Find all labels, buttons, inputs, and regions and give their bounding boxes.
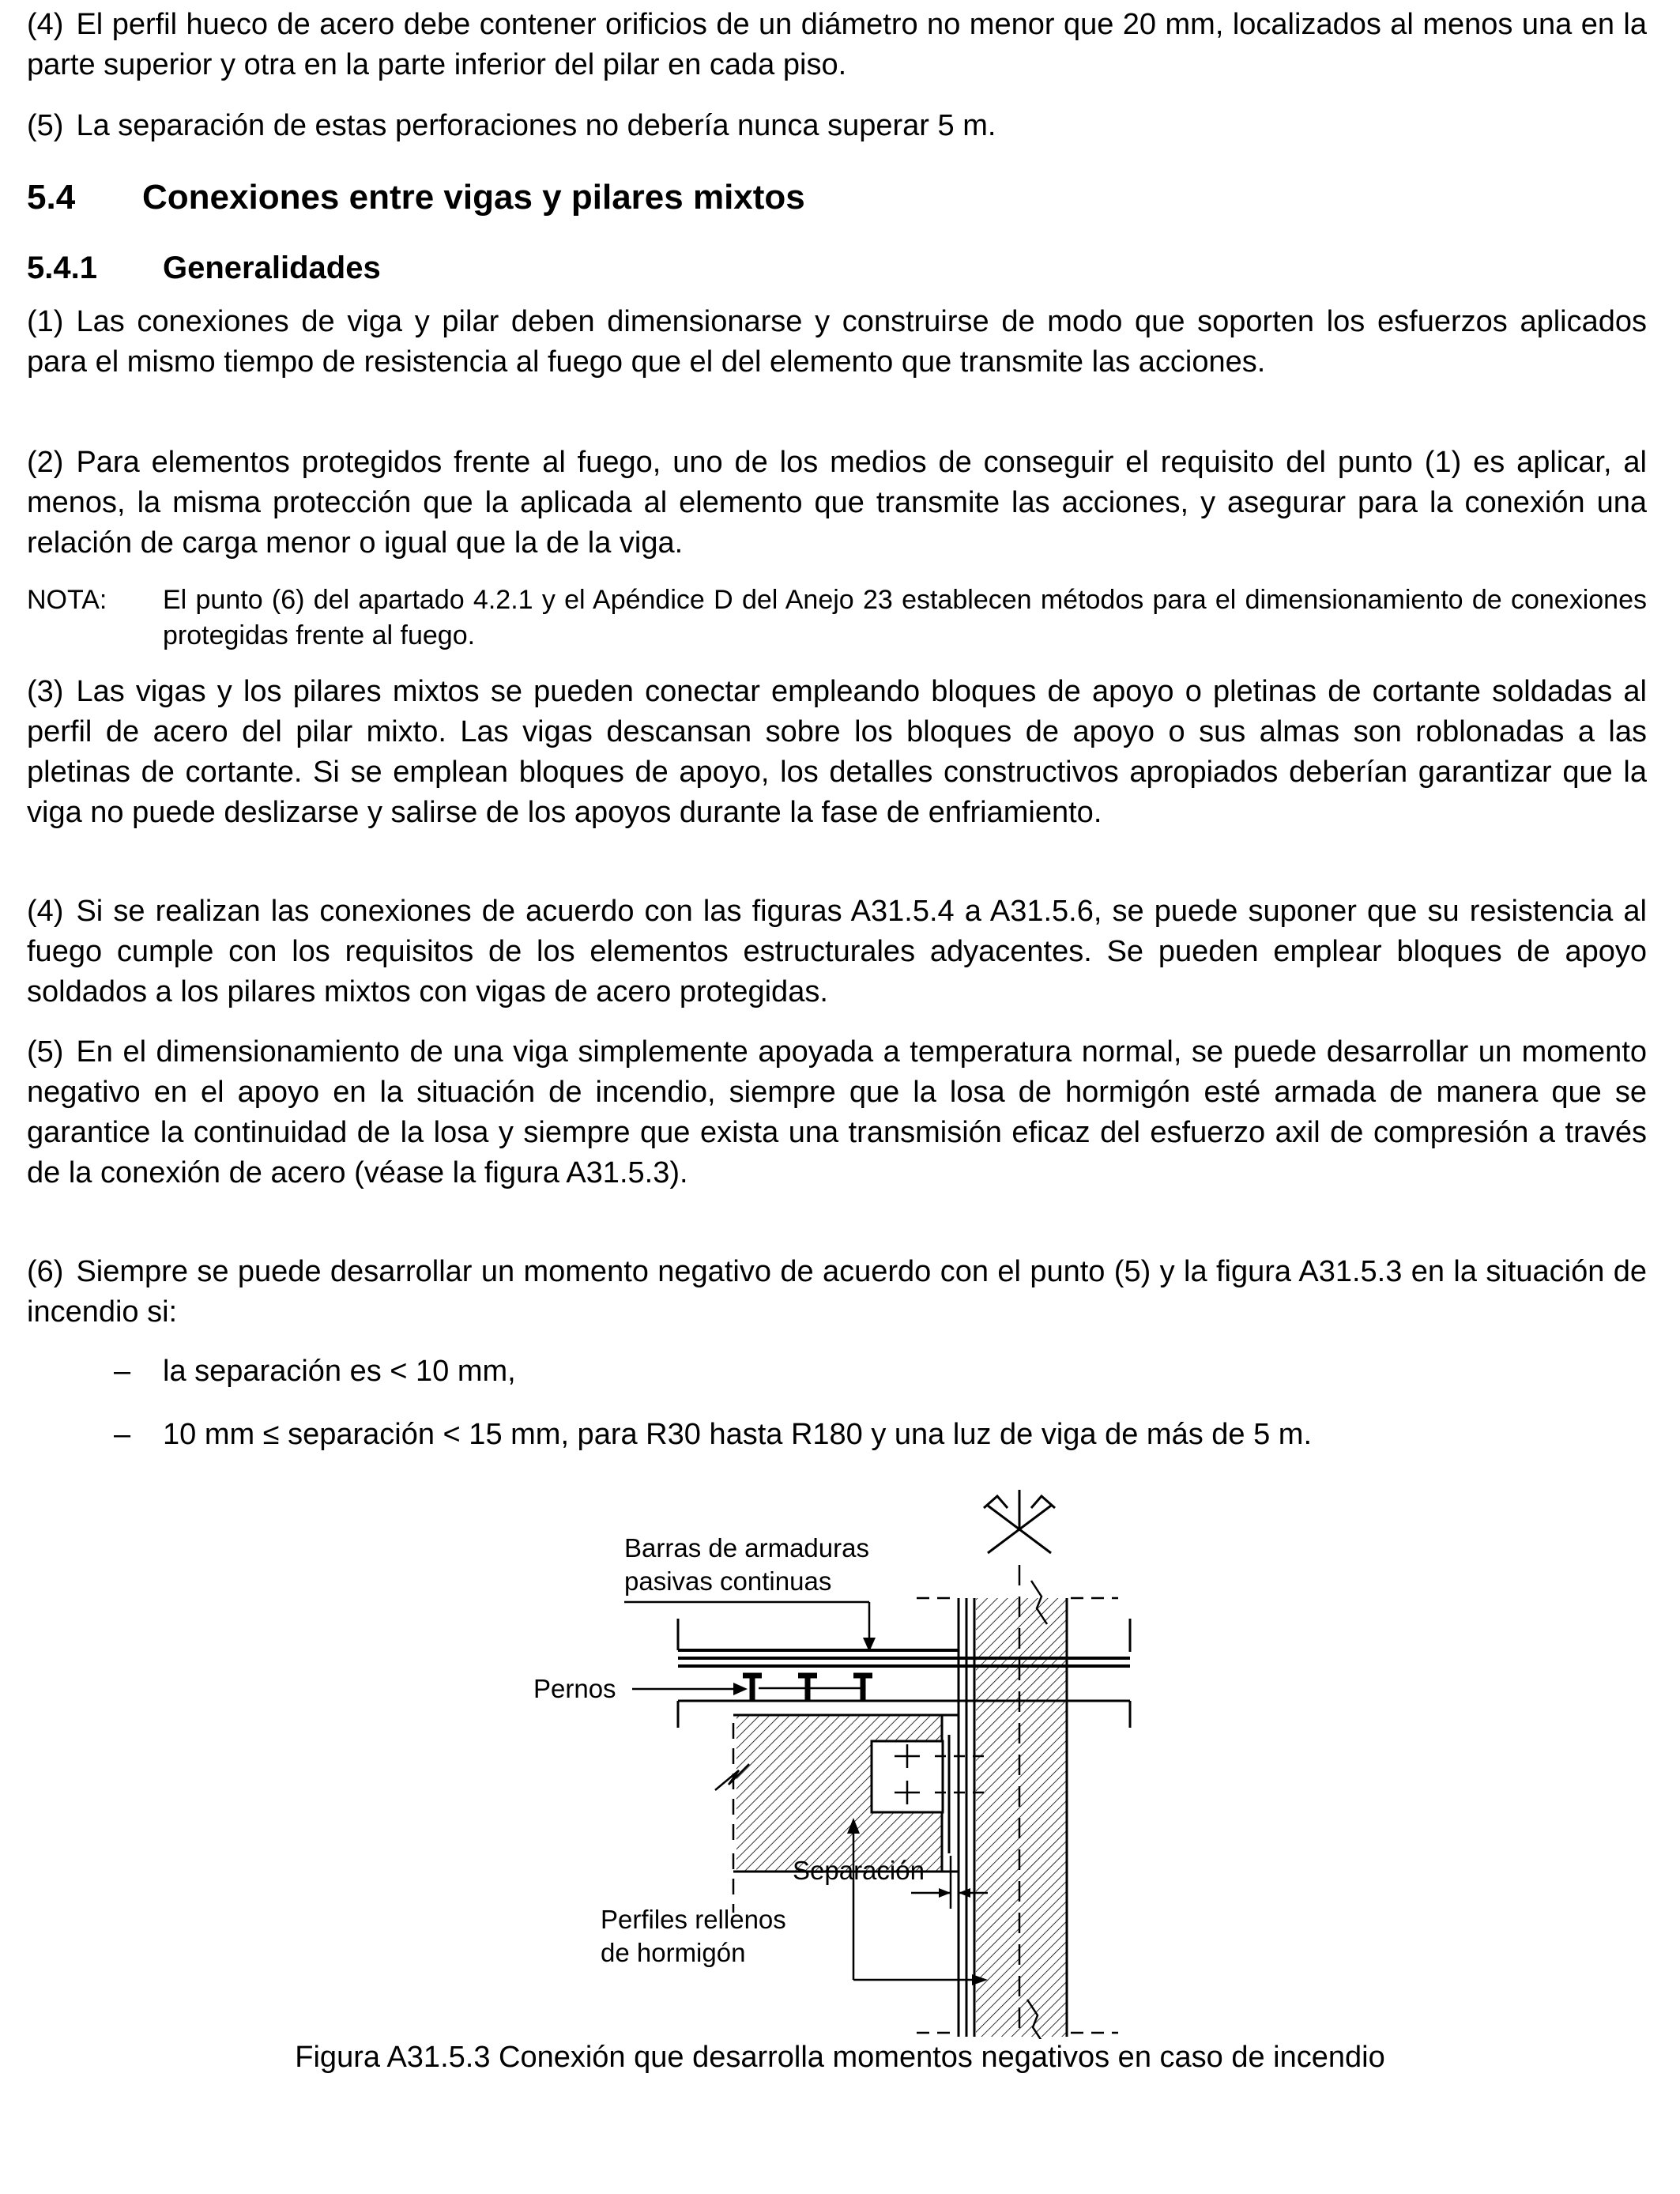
- subsection-number: 5.4.1: [27, 251, 97, 285]
- paragraph-4: [27, 892, 1647, 1012]
- paragraph-text: Las vigas y los pilares mixtos se pueden conectar empleando bloques de apoyo o pletinas de cortante soldadas al perfil de acero del pilar mixto. Las vigas descansan sobre los bloques de apoyo o sus almas son roblonadas a las pletinas de cortante. Si se emplean bloques de apoyo, los detalles constructivos apropiados deberían garantizar que la viga no puede deslizarse y salirse de los apoyos durante la fase de enfriamiento.: [27, 675, 1647, 829]
- paragraph-1: [27, 302, 1647, 383]
- paragraph-6: [27, 1252, 1647, 1333]
- paragraph-number: (5): [27, 109, 64, 142]
- subsection-title: Generalidades: [163, 251, 381, 285]
- label-separacion: Separación: [793, 1856, 925, 1885]
- paragraph-2: [27, 443, 1647, 564]
- paragraph-number: (4): [27, 8, 64, 41]
- list-item: la separación es < 10 mm,: [163, 1355, 516, 1388]
- list-dash: –: [114, 1355, 131, 1388]
- label-pernos: Pernos: [533, 1674, 616, 1703]
- paragraph-number: (2): [27, 446, 64, 479]
- label-perfiles-line1: Perfiles rellenos: [601, 1905, 786, 1934]
- paragraph-text: En el dimensionamiento de una viga simplemente apoyada a temperatura normal, se puede desarrollar un momento negativo en el apoyo en la situación de incendio, siempre que la losa de hormigón esté armada de manera que se garantice la continuidad de la losa y siempre que exista una transmisión eficaz del esfuerzo axil de compresión a través de la conexión de acero (véase la figura A31.5.3).: [27, 1035, 1647, 1189]
- note-label: NOTA:: [27, 585, 107, 615]
- paragraph-text: Siempre se puede desarrollar un momento negativo de acuerdo con el punto (5) y la figura A31.5.3 en la situación de incendio si:: [27, 1255, 1647, 1329]
- column-section-marker: [984, 1490, 1055, 1553]
- studs: [743, 1676, 872, 1701]
- paragraph-perfil-hueco: [27, 5, 1647, 85]
- paragraph-5: [27, 1032, 1647, 1193]
- label-barras-line2: pasivas continuas: [624, 1566, 832, 1596]
- paragraph-number: (4): [27, 895, 64, 928]
- paragraph-number: (5): [27, 1035, 64, 1069]
- paragraph-separacion-perforaciones: [27, 106, 1647, 146]
- paragraph-text: El perfil hueco de acero debe contener orificios de un diámetro no menor que 20 mm, localizados al menos una en la parte superior y otra en la parte inferior del pilar en cada piso.: [27, 8, 1647, 81]
- paragraph-text: Para elementos protegidos frente al fuego, uno de los medios de conseguir el requisito del punto (1) es aplicar, al menos, la misma protección que la aplicada al elemento que transmite las acciones, y asegurar para la conexión una relación de carga menor o igual que la de la viga.: [27, 446, 1647, 560]
- figure-caption: Figura A31.5.3 Conexión que desarrolla momentos negativos en caso de incendio: [295, 2041, 1385, 2074]
- list-item: 10 mm ≤ separación < 15 mm, para R30 hasta R180 y una luz de viga de más de 5 m.: [163, 1418, 1313, 1451]
- paragraph-number: (6): [27, 1255, 64, 1288]
- paragraph-3: [27, 672, 1647, 833]
- paragraph-number: (3): [27, 675, 64, 708]
- paragraph-text: Si se realizan las conexiones de acuerdo con las figuras A31.5.4 a A31.5.6, se puede suponer que su resistencia al fuego cumple con los requisitos de los elementos estructurales adyacentes. Se pueden emplear bloques de apoyo soldados a los pilares mixtos con vigas de acero protegidas.: [27, 895, 1647, 1008]
- connection-figure: [0, 1486, 1680, 2039]
- paragraph-text: Las conexiones de viga y pilar deben dimensionarse y construirse de modo que soporten los esfuerzos aplicados para el mismo tiempo de resistencia al fuego que el del elemento que transmite las acciones.: [27, 305, 1647, 379]
- label-barras-line1: Barras de armaduras: [624, 1533, 869, 1563]
- paragraph-text: La separación de estas perforaciones no debería nunca superar 5 m.: [76, 109, 996, 142]
- section-heading: [27, 174, 805, 221]
- section-number: 5.4: [27, 178, 76, 217]
- list-dash: –: [114, 1418, 131, 1451]
- note-text: El punto (6) del apartado 4.2.1 y el Apéndice D del Anejo 23 establecen métodos para el dimensionamiento de conexiones protegidas frente al fuego.: [163, 585, 1647, 650]
- section-title: Conexiones entre vigas y pilares mixtos: [142, 178, 805, 217]
- composite-column: [917, 1565, 1118, 2039]
- subsection-heading: [27, 247, 381, 289]
- label-perfiles-line2: de hormigón: [601, 1938, 746, 1967]
- paragraph-number: (1): [27, 305, 64, 338]
